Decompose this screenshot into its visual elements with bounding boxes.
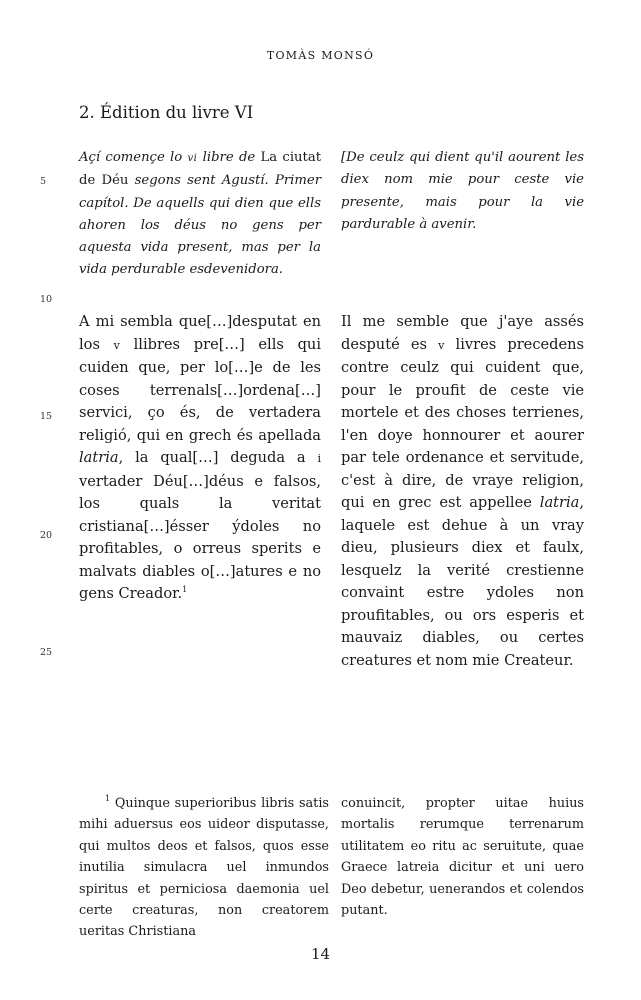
french-text-part: livres precedens contre ceulz qui cuident que, pour le proufit de ceste vie mortele et des choses terrienes, l'en doye honnourer et aourer par tele ordenance et servitude, c'est à dire, de vraye religion, qui en grec est appellee: [341, 335, 584, 511]
line-number-25: 25: [40, 647, 53, 658]
catalan-text-italic: latria: [79, 449, 119, 466]
catalan-rubric: [79, 147, 321, 282]
roman-numeral: v: [113, 338, 120, 352]
rubric-work-title: La ciutat de Déu: [79, 150, 321, 189]
line-number-10: 10: [40, 294, 53, 305]
line-number-5: 5: [40, 176, 47, 187]
french-text: [341, 311, 584, 672]
catalan-text: [79, 311, 321, 606]
rubric-part: Açí començe lo: [79, 150, 188, 165]
footnote-mark: 1: [105, 794, 111, 803]
line-number-20: 20: [40, 530, 53, 541]
rubric-part: libre de: [197, 150, 261, 165]
line-number-15: 15: [40, 411, 53, 422]
roman-numeral: i: [317, 452, 321, 465]
running-head: TOMÀS MONSÓ: [266, 49, 375, 62]
french-text-italic: latria: [539, 494, 580, 511]
french-rubric: [De ceulz qui dient qu'il aourent les diex nom mie pour ceste vie presente, mais pour la vie pardurable à avenir.: [341, 150, 584, 232]
french-text-part: , laquele est dehue à un vray dieu, plusieurs diex et faulx, lesquelz la verité crestienne convaint estre ydoles non proufitables, ou ors esperis et mauvaiz diables, ou certes creatures et nom mie Createur.: [341, 494, 584, 669]
catalan-text-part: , la qual[…] deguda a: [118, 449, 318, 466]
footnote-right: conuincit, propter uitae huius mortalis rerumque terrenarum utilitatem eo ritu ac seruitute, quae Graece latreia dicitur et uni uero Deo debetur, uenerandos et colendos putant.: [341, 796, 584, 919]
section-title: 2. Édition du livre VI: [79, 103, 254, 122]
footnote-left-text: Quinque superioribus libris satis mihi aduersus eos uideor disputasse, qui multos deos et falsos, quos esse inutilia simulacra uel inmundos spiritus et perniciosa daemonia uel certe creaturas, non creatorem ueritas Christiana: [79, 796, 329, 940]
page-number: 14: [310, 945, 331, 963]
french-text-part: Il me semble que j'aye assés desputé es: [341, 313, 584, 353]
footnote-reference[interactable]: 1: [182, 585, 188, 594]
rubric-roman-numeral: vi: [187, 153, 198, 164]
rubric-part: segons sent Agustí. Primer capítol. De aquells qui dien que ells ahoren los déus no gens per aquesta vida present, mas per la vida perdurable esdevenidora.: [79, 173, 321, 278]
roman-numeral: v: [438, 338, 445, 352]
footnote-left: [79, 793, 329, 943]
catalan-text-part: A mi sembla que[…]desputat en los: [79, 313, 321, 353]
catalan-text-part: llibres pre[…] ells qui cuiden que, per lo[…]e de les coses terrenals[…]ordena[…] servici, ço és, de vertadera religió, qui en grech és apellada: [79, 335, 321, 444]
catalan-text-part: vertader Déu[…]déus e falsos, los quals la veritat cristiana[…]ésser ýdoles no profitables, o orreus sperits e malvats diables o[…]atures e no gens Creador.: [79, 472, 321, 602]
